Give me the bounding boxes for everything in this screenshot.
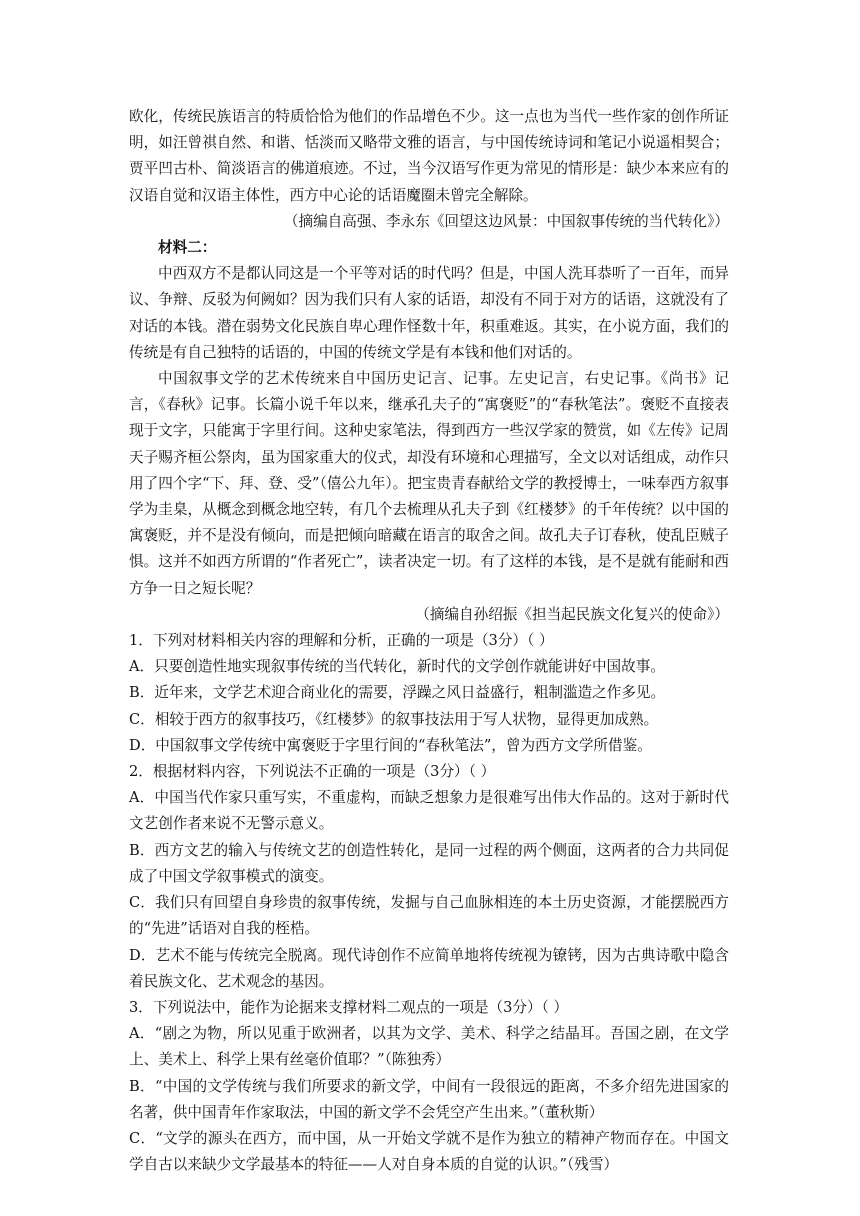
question-1-option-c: C．相较于西方的叙事技巧，《红楼梦》的叙事技法用于写人状物，显得更加成熟。: [129, 710, 659, 728]
question-2-option-d: D．艺术不能与传统完全脱离。现代诗创作不应简单地将传统视为镣铐，因为古典诗歌中隐含着民族文化、艺术观念的基因。: [129, 946, 729, 990]
material2-source: （摘编自孙绍振《担当起民族文化复兴的使命》）: [415, 605, 729, 623]
material1-paragraph: 欧化，传统民族语言的特质恰恰为他们的作品增色不少。这一点也为当代一些作家的创作所证明，如汪曾祺自然、和谐、恬淡而又略带文雅的语言，与中国传统诗词和笔记小说遥相契合；贾平凹古朴、简淡语言的佛道痕迹。不过，当今汉语写作更为常见的情形是：缺少本来应有的汉语自觉和汉语主体性，西方中心论的话语魔圈未曾完全解除。: [129, 108, 729, 204]
material2-heading: 材料二：: [158, 239, 217, 257]
question-1-stem: 1．下列对材料相关内容的理解和分析，正确的一项是（3分）（ ）: [129, 632, 554, 650]
question-3-option-a: A．“剧之为物，所以见重于欧洲者，以其为文学、美术、科学之结晶耳。吾国之剧，在文学上、美术上、科学上果有丝毫价值耶？”（陈独秀）: [129, 1025, 729, 1069]
question-3-option-b: B．“中国的文学传统与我们所要求的新文学，中间有一段很远的距离，不多介绍先进国家的名著，供中国青年作家取法，中国的新文学不会凭空产生出来。”（董秋斯）: [129, 1077, 729, 1121]
question-2-stem: 2．根据材料内容，下列说法不正确的一项是（3分）（ ）: [129, 763, 496, 781]
material1-source: （摘编自高强、李永东《回望这边风景：中国叙事传统的当代转化》）: [283, 212, 729, 230]
question-2-option-c: C．我们只有回望自身珍贵的叙事传统，发掘与自己血脉相连的本土历史资源，才能摆脱西方的“先进”话语对自我的桎梏。: [129, 894, 729, 938]
question-1-option-b: B．近年来，文学艺术迎合商业化的需要，浮躁之风日益盛行，粗制滥造之作多见。: [129, 684, 666, 702]
material2-paragraph-1: 中西双方不是都认同这是一个平等对话的时代吗？但是，中国人洗耳恭听了一百年，而异议、争辩、反驳为何阙如？因为我们只有人家的话语，却没有不同于对方的话语，这就没有了对话的本钱。潜在弱势文化民族自卑心理作怪数十年，积重难返。其实，在小说方面，我们的传统是有自己独特的话语的，中国的传统文学是有本钱和他们对话的。: [129, 265, 729, 361]
question-3-option-c: C．“文学的源头在西方，而中国，从一开始文学就不是作为独立的精神产物而存在。中国文学自古以来缺少文学最基本的特征——人对自身本质的自觉的认识。”（残雪）: [129, 1129, 729, 1174]
exam-page: [129, 104, 729, 1178]
question-1-option-a: A．只要创造性地实现叙事传统的当代转化，新时代的文学创作就能讲好中国故事。: [129, 658, 665, 676]
question-2-option-a: A．中国当代作家只重写实，不重虚构，而缺乏想象力是很难写出伟大作品的。这对于新时代文艺创作者来说不无警示意义。: [129, 789, 729, 833]
material2-paragraph-2: 中国叙事文学的艺术传统来自中国历史记言、记事。左史记言，右史记事。《尚书》记言，《春秋》记事。长篇小说千年以来，继承孔夫子的“寓褒贬”的“春秋笔法”。褒贬不直接表现于文字，只能寓于字里行间。这种史家笔法，得到西方一些汉学家的赞赏，如《左传》记周天子赐齐桓公祭肉，虽为国家重大的仪式，却没有环境和心理描写，全文以对话组成，动作只用了四个字“下、拜、登、受”（僖公九年）。把宝贵青春献给文学的教授博士，一味奉西方叙事学为圭臬，从概念到概念地空转，有几个去梳理从孔夫子到《红楼梦》的千年传统？以中国的寓褒贬，并不是没有倾向，而是把倾向暗藏在语言的取舍之间。故孔夫子订春秋，使乱臣贼子惧。这并不如西方所谓的“作者死亡”，读者决定一切。有了这样的本钱，是不是就有能耐和西方争一日之短长呢？: [129, 370, 729, 597]
question-3-stem: 3．下列说法中，能作为论据来支撑材料二观点的一项是（3分）（ ）: [129, 998, 569, 1016]
question-1-option-d: D．中国叙事文学传统中寓褒贬于字里行间的“春秋笔法”，曾为西方文学所借鉴。: [129, 736, 652, 754]
question-2-option-b: B．西方文艺的输入与传统文艺的创造性转化，是同一过程的两个侧面，这两者的合力共同促成了中国文学叙事模式的演变。: [129, 841, 729, 885]
